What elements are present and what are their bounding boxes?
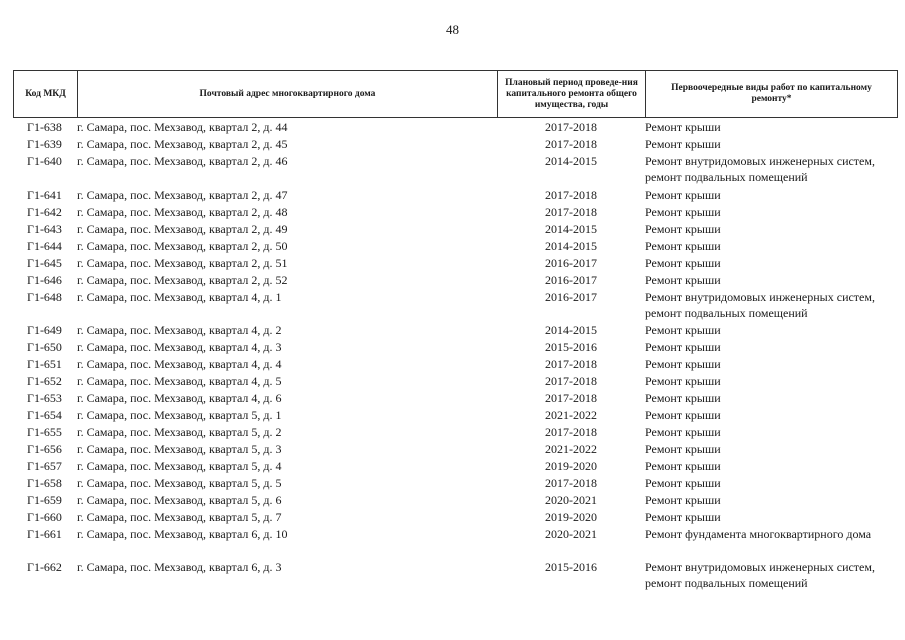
cell-code: Г1-660 <box>27 510 62 524</box>
cell-works: Ремонт крыши <box>645 476 721 490</box>
cell-code: Г1-652 <box>27 374 62 388</box>
cell-works: Ремонт крыши <box>645 357 721 371</box>
cell-address: г. Самара, пос. Мехзавод, квартал 5, д. 7 <box>77 510 282 524</box>
cell-address: г. Самара, пос. Мехзавод, квартал 2, д. 46 <box>77 154 288 168</box>
cell-code: Г1-649 <box>27 323 62 337</box>
cell-works: Ремонт крыши <box>645 442 721 456</box>
cell-period: 2014-2015 <box>545 239 597 253</box>
cell-address: г. Самара, пос. Мехзавод, квартал 2, д. 52 <box>77 273 288 287</box>
cell-works: Ремонт крыши <box>645 222 721 236</box>
cell-works: Ремонт внутридомовых инженерных систем, ремонт подвальных помещений <box>645 154 875 184</box>
cell-works: Ремонт крыши <box>645 137 721 151</box>
cell-works: Ремонт крыши <box>645 120 721 134</box>
cell-works: Ремонт крыши <box>645 323 721 337</box>
header-works: Первоочередные виды работ по капитальному ремонту* <box>671 83 872 104</box>
cell-works: Ремонт крыши <box>645 408 721 422</box>
cell-works: Ремонт крыши <box>645 239 721 253</box>
cell-code: Г1-644 <box>27 239 62 253</box>
cell-code: Г1-651 <box>27 357 62 371</box>
cell-address: г. Самара, пос. Мехзавод, квартал 5, д. 6 <box>77 493 282 507</box>
cell-period: 2017-2018 <box>545 120 597 134</box>
cell-works: Ремонт крыши <box>645 188 721 202</box>
cell-period: 2017-2018 <box>545 357 597 371</box>
cell-code: Г1-661 <box>27 527 62 541</box>
cell-period: 2017-2018 <box>545 205 597 219</box>
cell-works: Ремонт крыши <box>645 340 721 354</box>
cell-code: Г1-653 <box>27 391 62 405</box>
cell-address: г. Самара, пос. Мехзавод, квартал 2, д. 48 <box>77 205 288 219</box>
cell-address: г. Самара, пос. Мехзавод, квартал 4, д. 4 <box>77 357 282 371</box>
cell-address: г. Самара, пос. Мехзавод, квартал 4, д. 1 <box>77 290 282 304</box>
cell-works: Ремонт крыши <box>645 374 721 388</box>
cell-address: г. Самара, пос. Мехзавод, квартал 2, д. 51 <box>77 256 288 270</box>
cell-address: г. Самара, пос. Мехзавод, квартал 5, д. 1 <box>77 408 282 422</box>
cell-period: 2017-2018 <box>545 137 597 151</box>
cell-address: г. Самара, пос. Мехзавод, квартал 4, д. 2 <box>77 323 282 337</box>
cell-period: 2016-2017 <box>545 290 597 304</box>
cell-address: г. Самара, пос. Мехзавод, квартал 2, д. 50 <box>77 239 288 253</box>
cell-address: г. Самара, пос. Мехзавод, квартал 4, д. 5 <box>77 374 282 388</box>
cell-period: 2016-2017 <box>545 256 597 270</box>
cell-period: 2019-2020 <box>545 459 597 473</box>
cell-address: г. Самара, пос. Мехзавод, квартал 6, д. 3 <box>77 560 282 574</box>
cell-code: Г1-658 <box>27 476 62 490</box>
header-code: Код МКД <box>14 71 78 117</box>
cell-code: Г1-642 <box>27 205 62 219</box>
cell-works: Ремонт крыши <box>645 459 721 473</box>
cell-period: 2021-2022 <box>545 442 597 456</box>
cell-code: Г1-645 <box>27 256 62 270</box>
cell-code: Г1-640 <box>27 154 62 168</box>
cell-address: г. Самара, пос. Мехзавод, квартал 4, д. 6 <box>77 391 282 405</box>
cell-address: г. Самара, пос. Мехзавод, квартал 5, д. 3 <box>77 442 282 456</box>
cell-code: Г1-654 <box>27 408 62 422</box>
table-header <box>13 70 898 118</box>
cell-period: 2017-2018 <box>545 425 597 439</box>
cell-address: г. Самара, пос. Мехзавод, квартал 4, д. 3 <box>77 340 282 354</box>
cell-address: г. Самара, пос. Мехзавод, квартал 2, д. 45 <box>77 137 288 151</box>
cell-address: г. Самара, пос. Мехзавод, квартал 2, д. 49 <box>77 222 288 236</box>
cell-period: 2017-2018 <box>545 188 597 202</box>
cell-works: Ремонт крыши <box>645 425 721 439</box>
cell-code: Г1-662 <box>27 560 62 574</box>
cell-works: Ремонт фундамента многоквартирного дома <box>645 527 872 541</box>
cell-code: Г1-659 <box>27 493 62 507</box>
cell-period: 2017-2018 <box>545 476 597 490</box>
cell-code: Г1-646 <box>27 273 62 287</box>
cell-address: г. Самара, пос. Мехзавод, квартал 2, д. 47 <box>77 188 288 202</box>
cell-address: г. Самара, пос. Мехзавод, квартал 5, д. 2 <box>77 425 282 439</box>
page-number: 48 <box>446 22 459 37</box>
cell-period: 2020-2021 <box>545 493 597 507</box>
cell-period: 2021-2022 <box>545 408 597 422</box>
cell-works: Ремонт внутридомовых инженерных систем, ремонт подвальных помещений <box>645 290 875 320</box>
cell-address: г. Самара, пос. Мехзавод, квартал 2, д. 44 <box>77 120 288 134</box>
cell-works: Ремонт крыши <box>645 510 721 524</box>
cell-code: Г1-650 <box>27 340 62 354</box>
cell-period: 2015-2016 <box>545 560 597 574</box>
header-address: Почтовый адрес многоквартирного дома <box>78 71 498 117</box>
cell-code: Г1-657 <box>27 459 62 473</box>
cell-works: Ремонт крыши <box>645 493 721 507</box>
cell-address: г. Самара, пос. Мехзавод, квартал 5, д. 5 <box>77 476 282 490</box>
cell-period: 2017-2018 <box>545 374 597 388</box>
cell-address: г. Самара, пос. Мехзавод, квартал 5, д. 4 <box>77 459 282 473</box>
cell-code: Г1-639 <box>27 137 62 151</box>
cell-address: г. Самара, пос. Мехзавод, квартал 6, д. 10 <box>77 527 288 541</box>
cell-code: Г1-638 <box>27 120 62 134</box>
cell-code: Г1-641 <box>27 188 62 202</box>
cell-works: Ремонт крыши <box>645 391 721 405</box>
cell-period: 2014-2015 <box>545 323 597 337</box>
cell-period: 2014-2015 <box>545 154 597 168</box>
cell-period: 2020-2021 <box>545 527 597 541</box>
cell-code: Г1-655 <box>27 425 62 439</box>
cell-works: Ремонт внутридомовых инженерных систем, ремонт подвальных помещений <box>645 560 875 590</box>
cell-code: Г1-643 <box>27 222 62 236</box>
cell-period: 2017-2018 <box>545 391 597 405</box>
cell-period: 2014-2015 <box>545 222 597 236</box>
cell-works: Ремонт крыши <box>645 256 721 270</box>
cell-period: 2015-2016 <box>545 340 597 354</box>
cell-code: Г1-648 <box>27 290 62 304</box>
cell-works: Ремонт крыши <box>645 273 721 287</box>
cell-period: 2016-2017 <box>545 273 597 287</box>
header-period: Плановый период проведе-ния капитального ремонта общего имущества, годы <box>498 71 646 117</box>
cell-works: Ремонт крыши <box>645 205 721 219</box>
cell-code: Г1-656 <box>27 442 62 456</box>
cell-period: 2019-2020 <box>545 510 597 524</box>
